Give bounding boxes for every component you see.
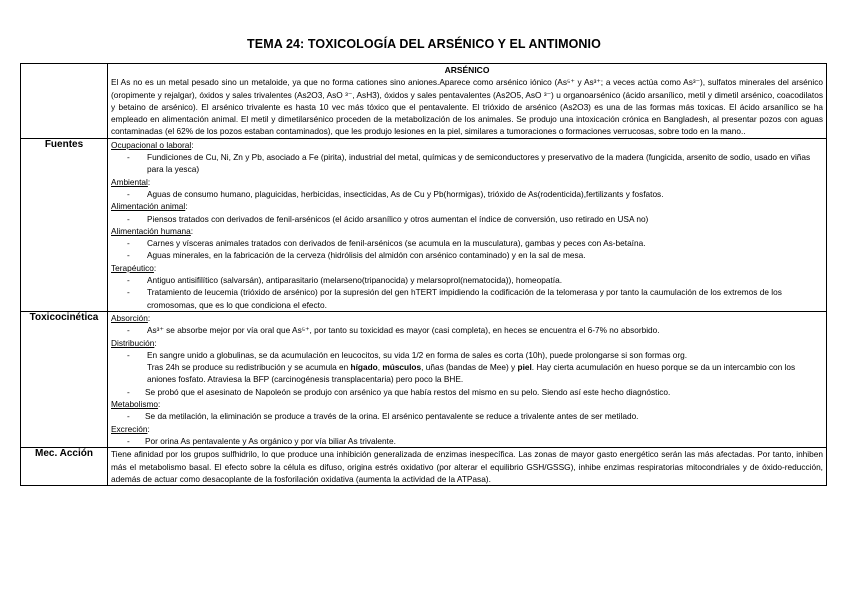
fuentes-row — [21, 138, 827, 311]
section-heading: ARSÉNICO — [444, 65, 490, 75]
subsection-absorcion: Absorción: — [111, 312, 151, 323]
subsection-metabolismo: Metabolismo: — [111, 399, 161, 410]
subsection-animal: Alimentación animal: — [111, 201, 188, 212]
list-item: - Aguas minerales, en la fabricación de la cerveza (hidrólisis del almidón con arsénico contaminado) y en la sal de mesa. — [111, 249, 823, 261]
list-item: - Piensos tratados con derivados de fenil-arsénicos (el ácido arsanílico y otros aumentan el índice de conversión, uso retirado en USA no) — [111, 213, 823, 225]
subsection-excrecion: Excreción: — [111, 423, 150, 434]
metabolismo-list — [111, 410, 823, 422]
subsection-distribucion: Distribución: — [111, 337, 157, 348]
terapeutico-list — [111, 274, 823, 311]
content-table — [20, 63, 827, 486]
fuentes-cell — [108, 138, 827, 311]
subsection-ocupacional: Ocupacional o laboral: — [111, 139, 194, 150]
list-item: - Por orina As pentavalente y As orgánico y por vía biliar As trivalente. — [111, 435, 823, 447]
excrecion-list — [111, 435, 823, 447]
list-item: - As³⁺ se absorbe mejor por vía oral que As⁵⁺, por tanto su toxicidad es mayor (casi completa), en heces se encuentra el 6-7% no absorbido. — [111, 324, 823, 336]
ambiental-list — [111, 188, 823, 200]
list-item: - Fundiciones de Cu, Ni, Zn y Pb, asociado a Fe (pirita), industrial del metal, químicas y de semiconductores y preservativo de la madera (fungicida, arsenito de sodio, usado en viñas para la yesca) — [111, 151, 823, 176]
mec-accion-row — [21, 448, 827, 486]
mec-accion-paragraph: Tiene afinidad por los grupos sulfhidrilo, lo que produce una inhibición generalizada de enzimas inespecífica. Las zonas de mayor gasto energético serán las más afectadas. Por tanto, inhiben más el metabolismo basal. El efecto sobre la célula es difuso, origina estrés oxidativo (por alterar el equilibrio GSH/GSSG), inhibe enzimas respiratorias mitocondriales y de óxido-reducción, además de actuar como desacoplante de la fosforilación oxidativa (aumenta la actividad de la ATPasa). — [111, 449, 823, 484]
list-item: - Tratamiento de leucemia (trióxido de arsénico) por la supresión del gen hTERT impidiendo la codificación de la telomerasa y por tanto la caumulación de los extremos de los cromosomas, que es lo que condiciona el efecto. — [111, 286, 823, 311]
intro-cell — [108, 64, 827, 139]
list-item: - Aguas de consumo humano, plaguicidas, herbicidas, insecticidas, As de Cu y Pb(hormigas), trióxido de As(rodenticida),fertilizants y fosfatos. — [111, 188, 823, 200]
mec-accion-label: Mec. Acción — [21, 448, 108, 486]
list-item-continuation: Tras 24h se produce su redistribución y se acumula en hígado, músculos, uñas (bandas de Mee) y piel. Hay cierta acumulación en hueso porque se da un intercambio con los aniones fosfato. Atraviesa la BFP (carcinogénesis transplacentaria) pero poco la BHE. — [147, 362, 796, 385]
mec-accion-cell — [108, 448, 827, 486]
list-item: - Carnes y vísceras animales tratados con derivados de fenil-arsénicos (se acumula en la musculatura), gambas y peces con As-betaína. — [111, 237, 823, 249]
humana-list — [111, 237, 823, 262]
page-title: TEMA 24: TOXICOLOGÍA DEL ARSÉNICO Y EL ANTIMONIO — [247, 37, 601, 51]
toxicocinetica-cell — [108, 311, 827, 447]
toxicocinetica-label: Toxicocinética — [21, 311, 108, 447]
toxicocinetica-row — [21, 311, 827, 447]
ocupacional-list — [111, 151, 823, 176]
fuentes-label: Fuentes — [21, 138, 108, 311]
list-item: - Se probó que el asesinato de Napoleón se produjo con arsénico ya que había restos del mismo en su pelo. Siendo así este hecho diagnóstico. — [111, 386, 823, 398]
distribucion-list — [111, 349, 823, 398]
subsection-humana: Alimentación humana: — [111, 225, 194, 236]
animal-list — [111, 213, 823, 225]
subsection-terapeutico: Terapéutico: — [111, 262, 157, 273]
intro-paragraph: El As no es un metal pesado sino un metaloide, ya que no forma cationes sino aniones.Aparece como arsénico iónico (As⁵⁺ y As³⁺; a veces actúa como As³⁻), sulfatos minerales del arsénico (oropimente y rejalgar), óxidos y sales trivalentes (As2O3, AsO ³⁻, AsH3), óxidos y sales pentavalentes (As2O5, AsO ³⁻) u organoarsénico (ácido arsanílico, metil y dimetil arsénico, coacodilatos y betaino de arsénico). El arsénico trivalente es hasta 10 vec más tóxico que el pentavalente. El trióxido de arsénico (As2O3) es una de las formas más toxicas. El ácido arsanílico se ha empleado en alimentación animal. El metil y dimetilarsénico proceden de la metabolización de los animales. Se produjo una intoxicación crónica en Bangladesh, al presentar pozos con aguas contaminadas (el 62% de los pozos estaban contaminados), que les produjo lesiones en la piel, similares a tumoraciones o formaciones verrucosas, sobre todo en la mano.. — [111, 77, 823, 137]
list-item: - Se da metilación, la eliminación se produce a través de la orina. El arsénico pentavalente se reduce a trivalente antes de ser metilado. — [111, 410, 823, 422]
absorcion-list — [111, 324, 823, 336]
intro-row — [21, 64, 827, 139]
list-item: - En sangre unido a globulinas, se da acumulación en leucocitos, su vida 1/2 en forma de sales es corta (10h), puede prolongarse si son formas org. — [111, 349, 823, 361]
subsection-ambiental: Ambiental: — [111, 176, 151, 187]
list-item: - Antiguo antisifilítico (salvarsán), antiparasitario (melarseno(tripanocida) y melarsoprol(nematocida)), homeopatía. — [111, 274, 823, 286]
intro-label-cell — [21, 64, 108, 139]
